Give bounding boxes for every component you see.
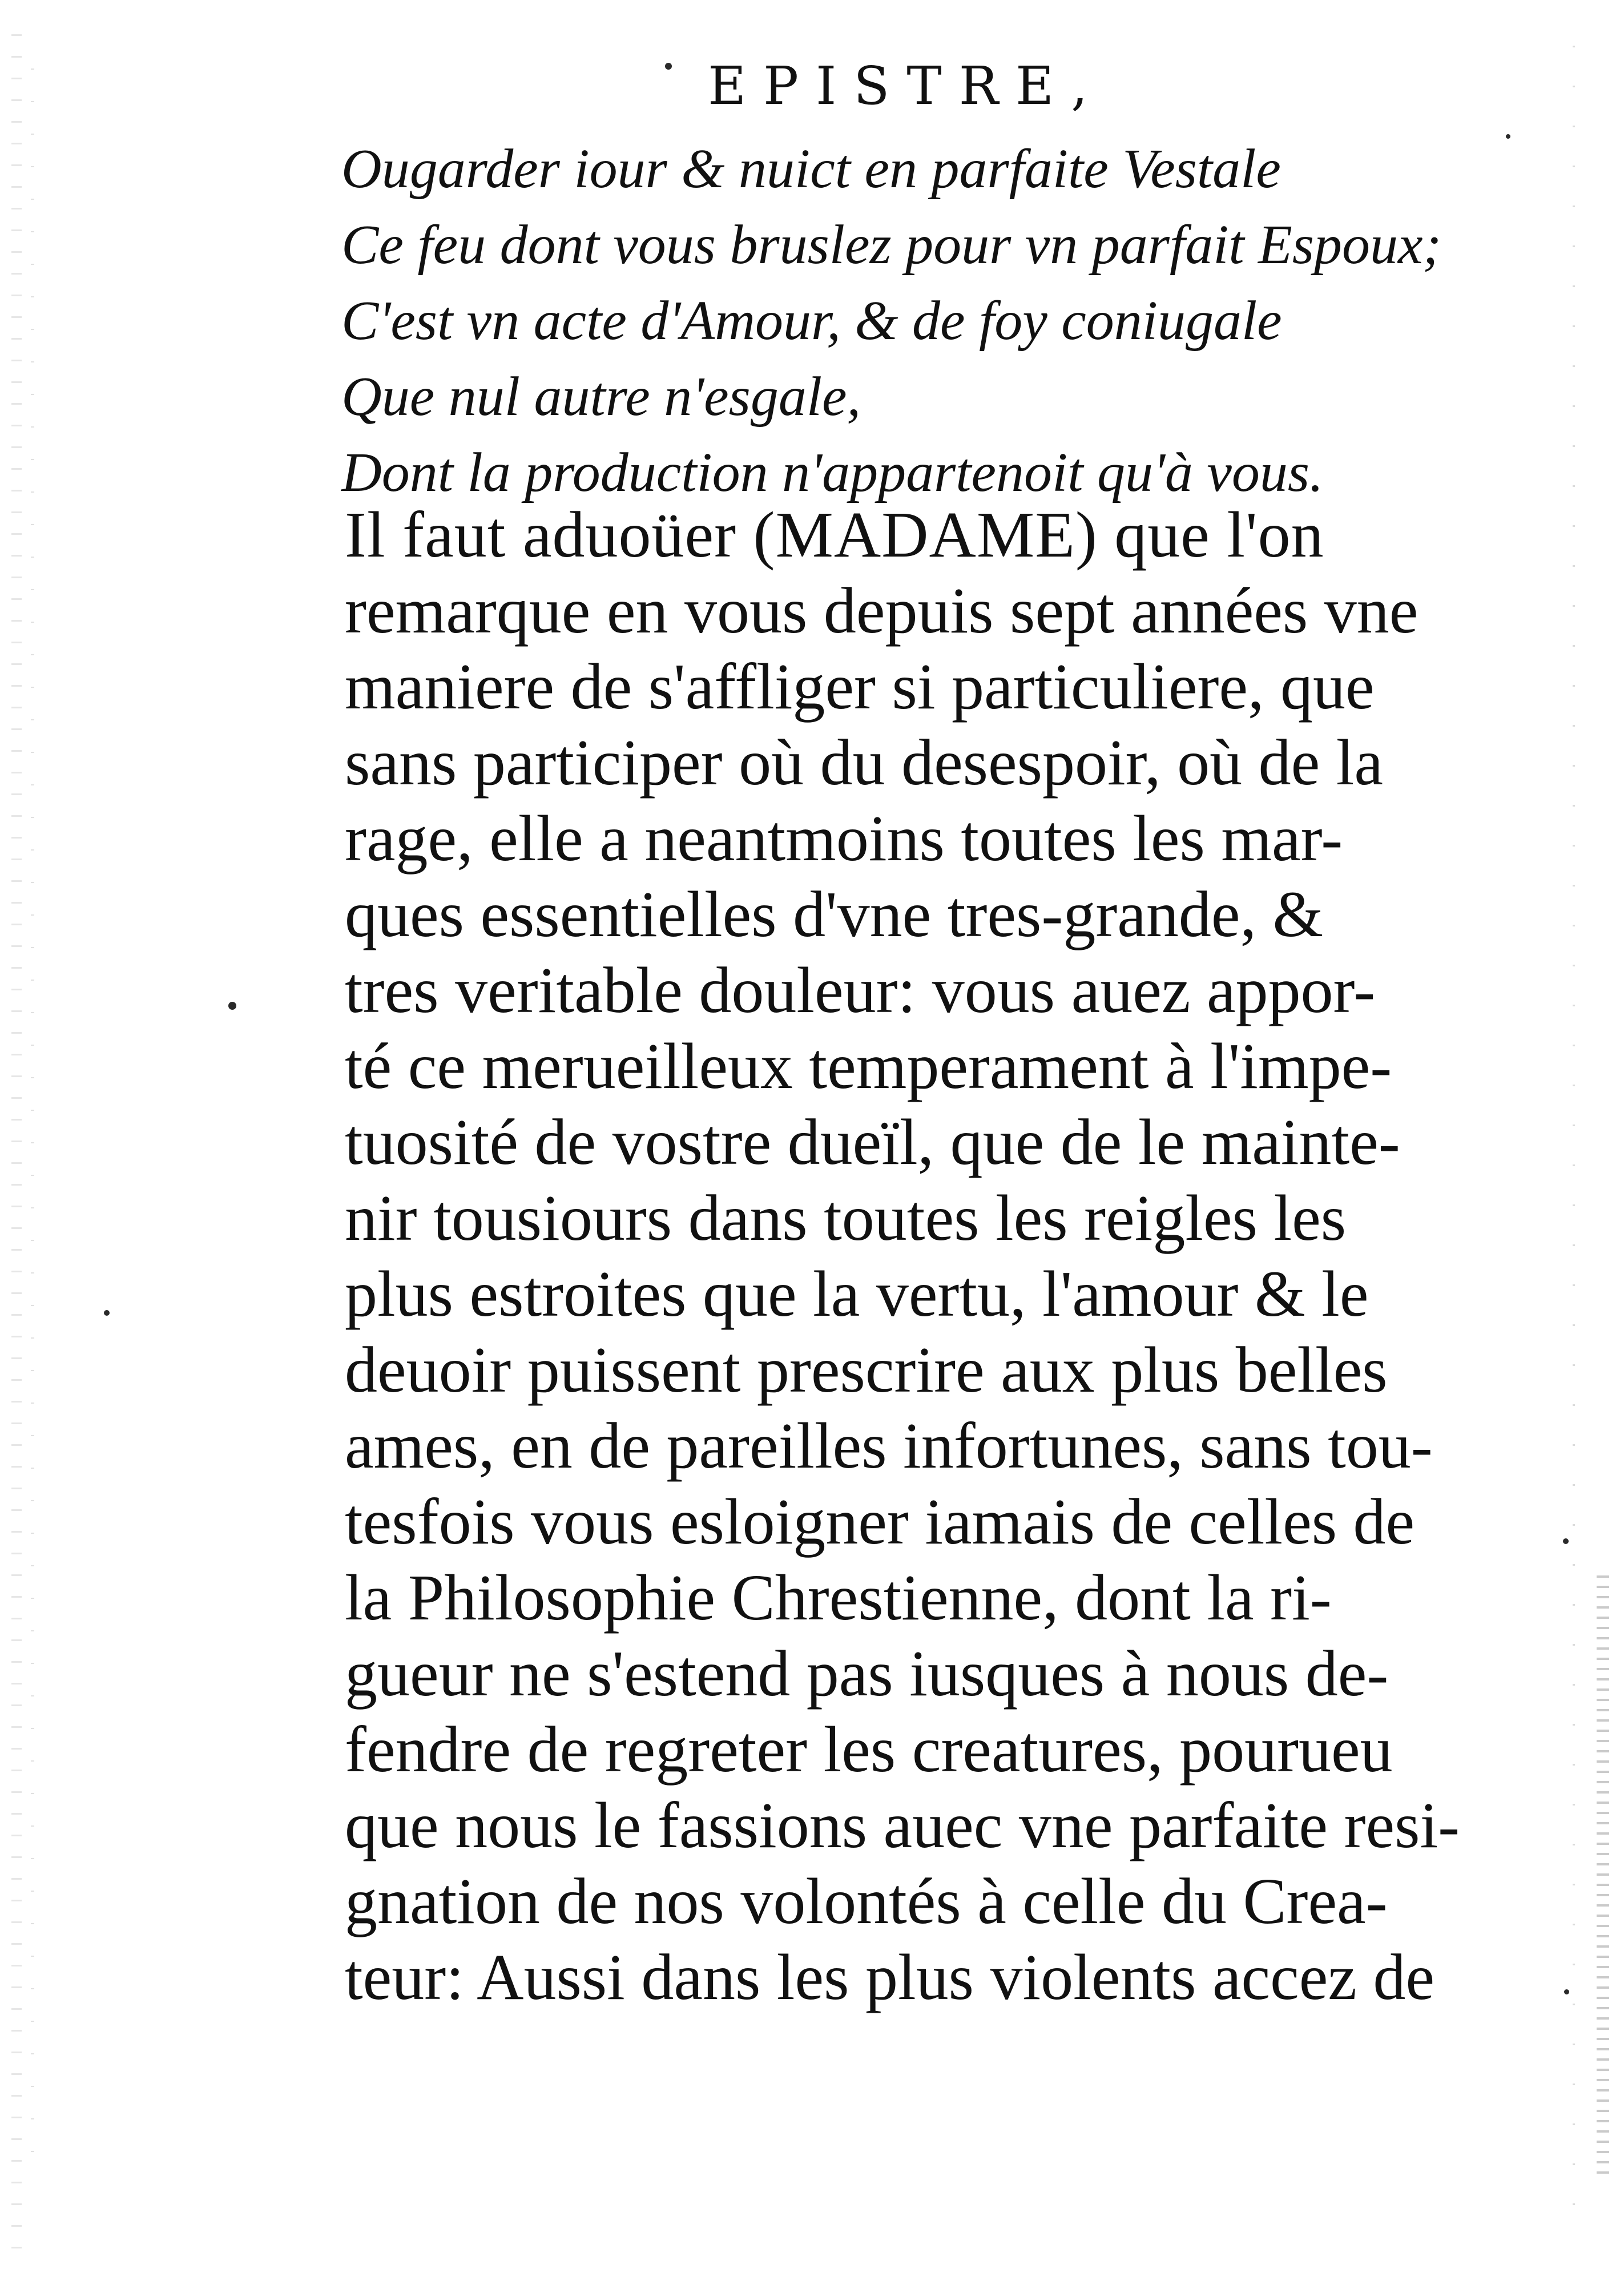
prose-line: la Philosophie Chrestienne, dont la ri- [345, 1561, 1332, 1634]
prose-line: té ce merueilleux temperament à l'impe- [345, 1030, 1392, 1102]
running-head: EPISTRE, [708, 55, 1105, 116]
verse-line: Ougarder iour & nuict en parfaite Vestale [341, 138, 1281, 200]
prose-line: maniere de s'affliger si particuliere, que [345, 650, 1375, 723]
verse-block [341, 131, 1483, 511]
page-edge-shadow-right [1597, 1575, 1609, 2175]
prose-line: nir tousiours dans toutes les reigles les [345, 1182, 1347, 1254]
prose-line: Il faut aduoüer (MADAME) que l'on [345, 498, 1324, 571]
prose-line: gueur ne s'estend pas iusques à nous de- [345, 1637, 1389, 1710]
prose-line: gnation de nos volontés à celle du Crea- [345, 1865, 1388, 1937]
prose-line: plus estroites que la vertu, l'amour & le [345, 1258, 1369, 1330]
prose-line: fendre de regreter les creatures, pourueu [345, 1713, 1393, 1786]
ink-speck [665, 63, 672, 70]
ink-speck [1506, 134, 1510, 139]
prose-line: ames, en de pareilles infortunes, sans tou- [345, 1409, 1433, 1482]
verse-line: Que nul autre n'esgale, [341, 366, 861, 428]
prose-line: tesfois vous esloigner iamais de celles de [345, 1485, 1415, 1558]
prose-line: que nous le fassions auec vne parfaite resi- [345, 1789, 1460, 1861]
prose-line: tres veritable douleur: vous auez appor- [345, 954, 1376, 1026]
prose-line: tuosité de vostre dueïl, que de le mainte- [345, 1106, 1400, 1178]
ink-speck [228, 1002, 236, 1010]
prose-line: sans participer où du desespoir, où de la [345, 726, 1383, 799]
verse-line: C'est vn acte d'Amour, & de foy coniugale [341, 290, 1282, 352]
prose-line: rage, elle a neantmoins toutes les mar- [345, 802, 1343, 874]
prose-line: ques essentielles d'vne tres-grande, & [345, 878, 1324, 950]
page-edge-specks-left [31, 68, 34, 2181]
prose-line: deuoir puissent prescrire aux plus belles [345, 1333, 1388, 1406]
verse-line: Dont la production n'appartenoit qu'à vous. [341, 442, 1324, 503]
page-edge-shadow-left [11, 34, 22, 2260]
page-edge-specks-right [1573, 46, 1575, 2215]
verse-line: Ce feu dont vous bruslez pour vn parfait Espoux; [341, 214, 1442, 276]
ink-speck [1563, 1538, 1569, 1544]
ink-speck [1564, 1989, 1569, 1994]
prose-line: teur: Aussi dans les plus violents accez de [345, 1941, 1435, 2013]
prose-line: remarque en vous depuis sept années vne [345, 574, 1419, 647]
prose-block [345, 497, 1544, 2015]
ink-speck [104, 1310, 110, 1316]
